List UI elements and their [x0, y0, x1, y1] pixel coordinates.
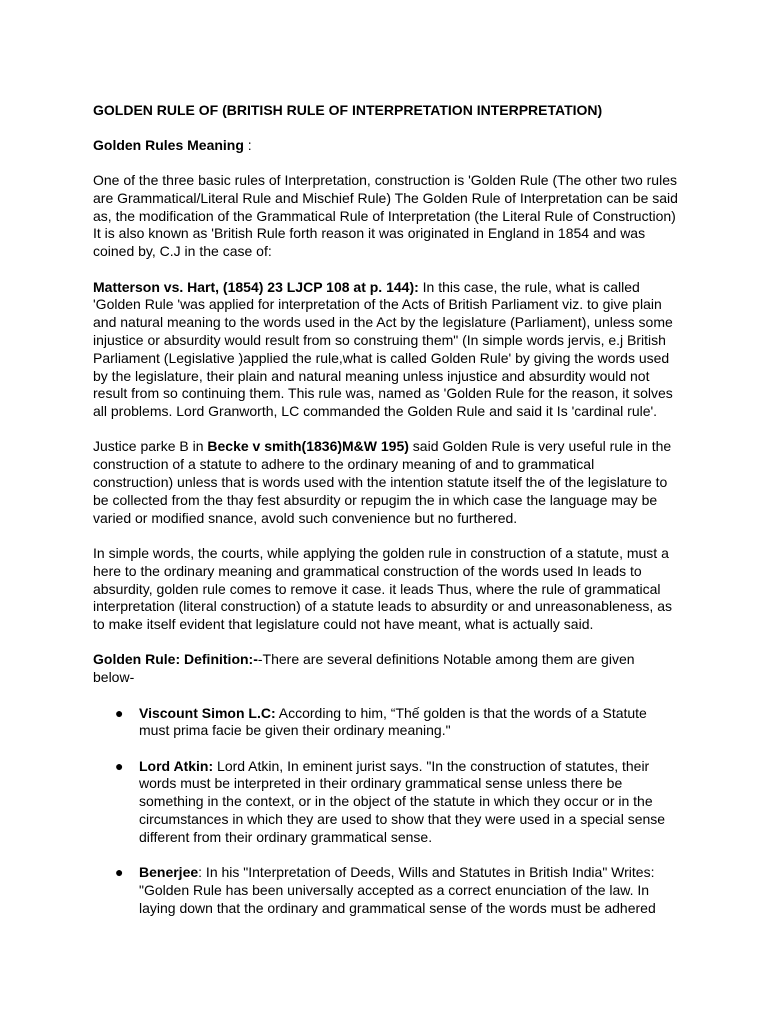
definition-author: Lord Atkin: — [139, 757, 214, 774]
parke-paragraph — [93, 438, 678, 527]
definition-text: -There are several definitions Notable among them are given below- — [93, 651, 635, 686]
matterson-case-citation: Matterson vs. Hart, (1854) 23 LJCP 108 at p. 144): — [93, 278, 419, 295]
definition-paragraph — [93, 651, 678, 687]
simple-words-paragraph: In simple words, the courts, while applying the golden rule in construction of a statute, must a here to the ordinary meaning and grammatical construction of the words used In leads to absurdity, golden rule comes to remove it case. it leads Thus, where the rule of grammatical interpretation (literal construction) of a statute leads to absurdity or and unreasonableness, as to make itself evident that legislature could not have meant, what is actually said. — [93, 544, 672, 633]
meaning-heading: Golden Rules Meaning — [93, 136, 244, 153]
definition-author: Benerjee — [139, 864, 199, 881]
bullet-icon: ● — [115, 864, 124, 881]
intro-paragraph: One of the three basic rules of Interpretation, construction is 'Golden Rule (The other two rules are Grammatical/Literal Rule and Mischief Rule) The Golden Rule of Interpretation can be said as, the modification of the Grammatical Rule of Interpretation (the Literal Rule of Construction) It is also known as 'British Rule forth reason it was originated in England in 1854 and was coined by, C.J in the case of: — [93, 172, 678, 260]
matterson-paragraph — [93, 279, 678, 421]
matterson-text: In this case, the rule, what is called 'Golden Rule 'was applied for interpretation of the Acts of British Parliament viz. to give plain and natural meaning to the words used in the Act by the legislature (Parliament), unless some injustice or absurdity would result from so construing them" (In simple words jervis, e.j British Parliament (Legislative )applied the rule,what is called Golden Rule' by giving the words used by the legislature, their plain and natural meaning unless injustice and absurdity would not result from so continuing them. This rule was, named as 'Golden Rule for the reason, it solves all problems. Lord Granworth, LC commanded the Golden Rule and said it Is 'cardinal rule'. — [93, 278, 673, 420]
meaning-suffix: : — [243, 136, 252, 153]
definition-heading: Golden Rule: Definition:- — [93, 651, 258, 668]
list-item — [93, 758, 678, 847]
parke-case-citation: Becke v smith(1836)M&W 195) — [207, 438, 409, 455]
bullet-icon: ● — [115, 757, 124, 774]
bullet-icon: ● — [115, 704, 124, 721]
definition-quote: According to him, “Thế golden is that the words of a Statute must prima facie be given their ordinary meaning." — [139, 704, 647, 739]
list-item — [93, 705, 678, 741]
definition-quote: : In his "Interpretation of Deeds, Wills and Statutes in British India" Writes: "Golden Rule has been universally accepted as a correct enunciation of the law. In laying down that the ordinary and grammatical sense of the words must be adhered — [139, 864, 656, 916]
parke-prefix: Justice parke B in — [93, 438, 208, 455]
document-title: GOLDEN RULE OF (BRITISH RULE OF INTERPRETATION INTERPRETATION) — [93, 102, 603, 118]
definition-author: Viscount Simon L.C: — [139, 704, 276, 721]
list-item — [93, 864, 678, 917]
definition-quote: Lord Atkin, In eminent jurist says. "In the construction of statutes, their words must be interpreted in their ordinary grammatical sense unless there be something in the context, or in the object of the statute in which they occur or in the circumstances in which they are used to show that they were used in a special sense different from their ordinary grammatical sense. — [139, 757, 666, 845]
meaning-heading-paragraph — [93, 137, 678, 155]
parke-text: said Golden Rule is very useful rule in the construction of a statute to adhere to the ordinary meaning of and to grammatical construction) unless that is words used with the intention statute itself the of the legislature to be collected from the thay fest absurdity or repugim the in which case the language may be varied or modified snance, avold such convenience but no furthered. — [93, 438, 672, 526]
definitions-list — [93, 705, 678, 918]
